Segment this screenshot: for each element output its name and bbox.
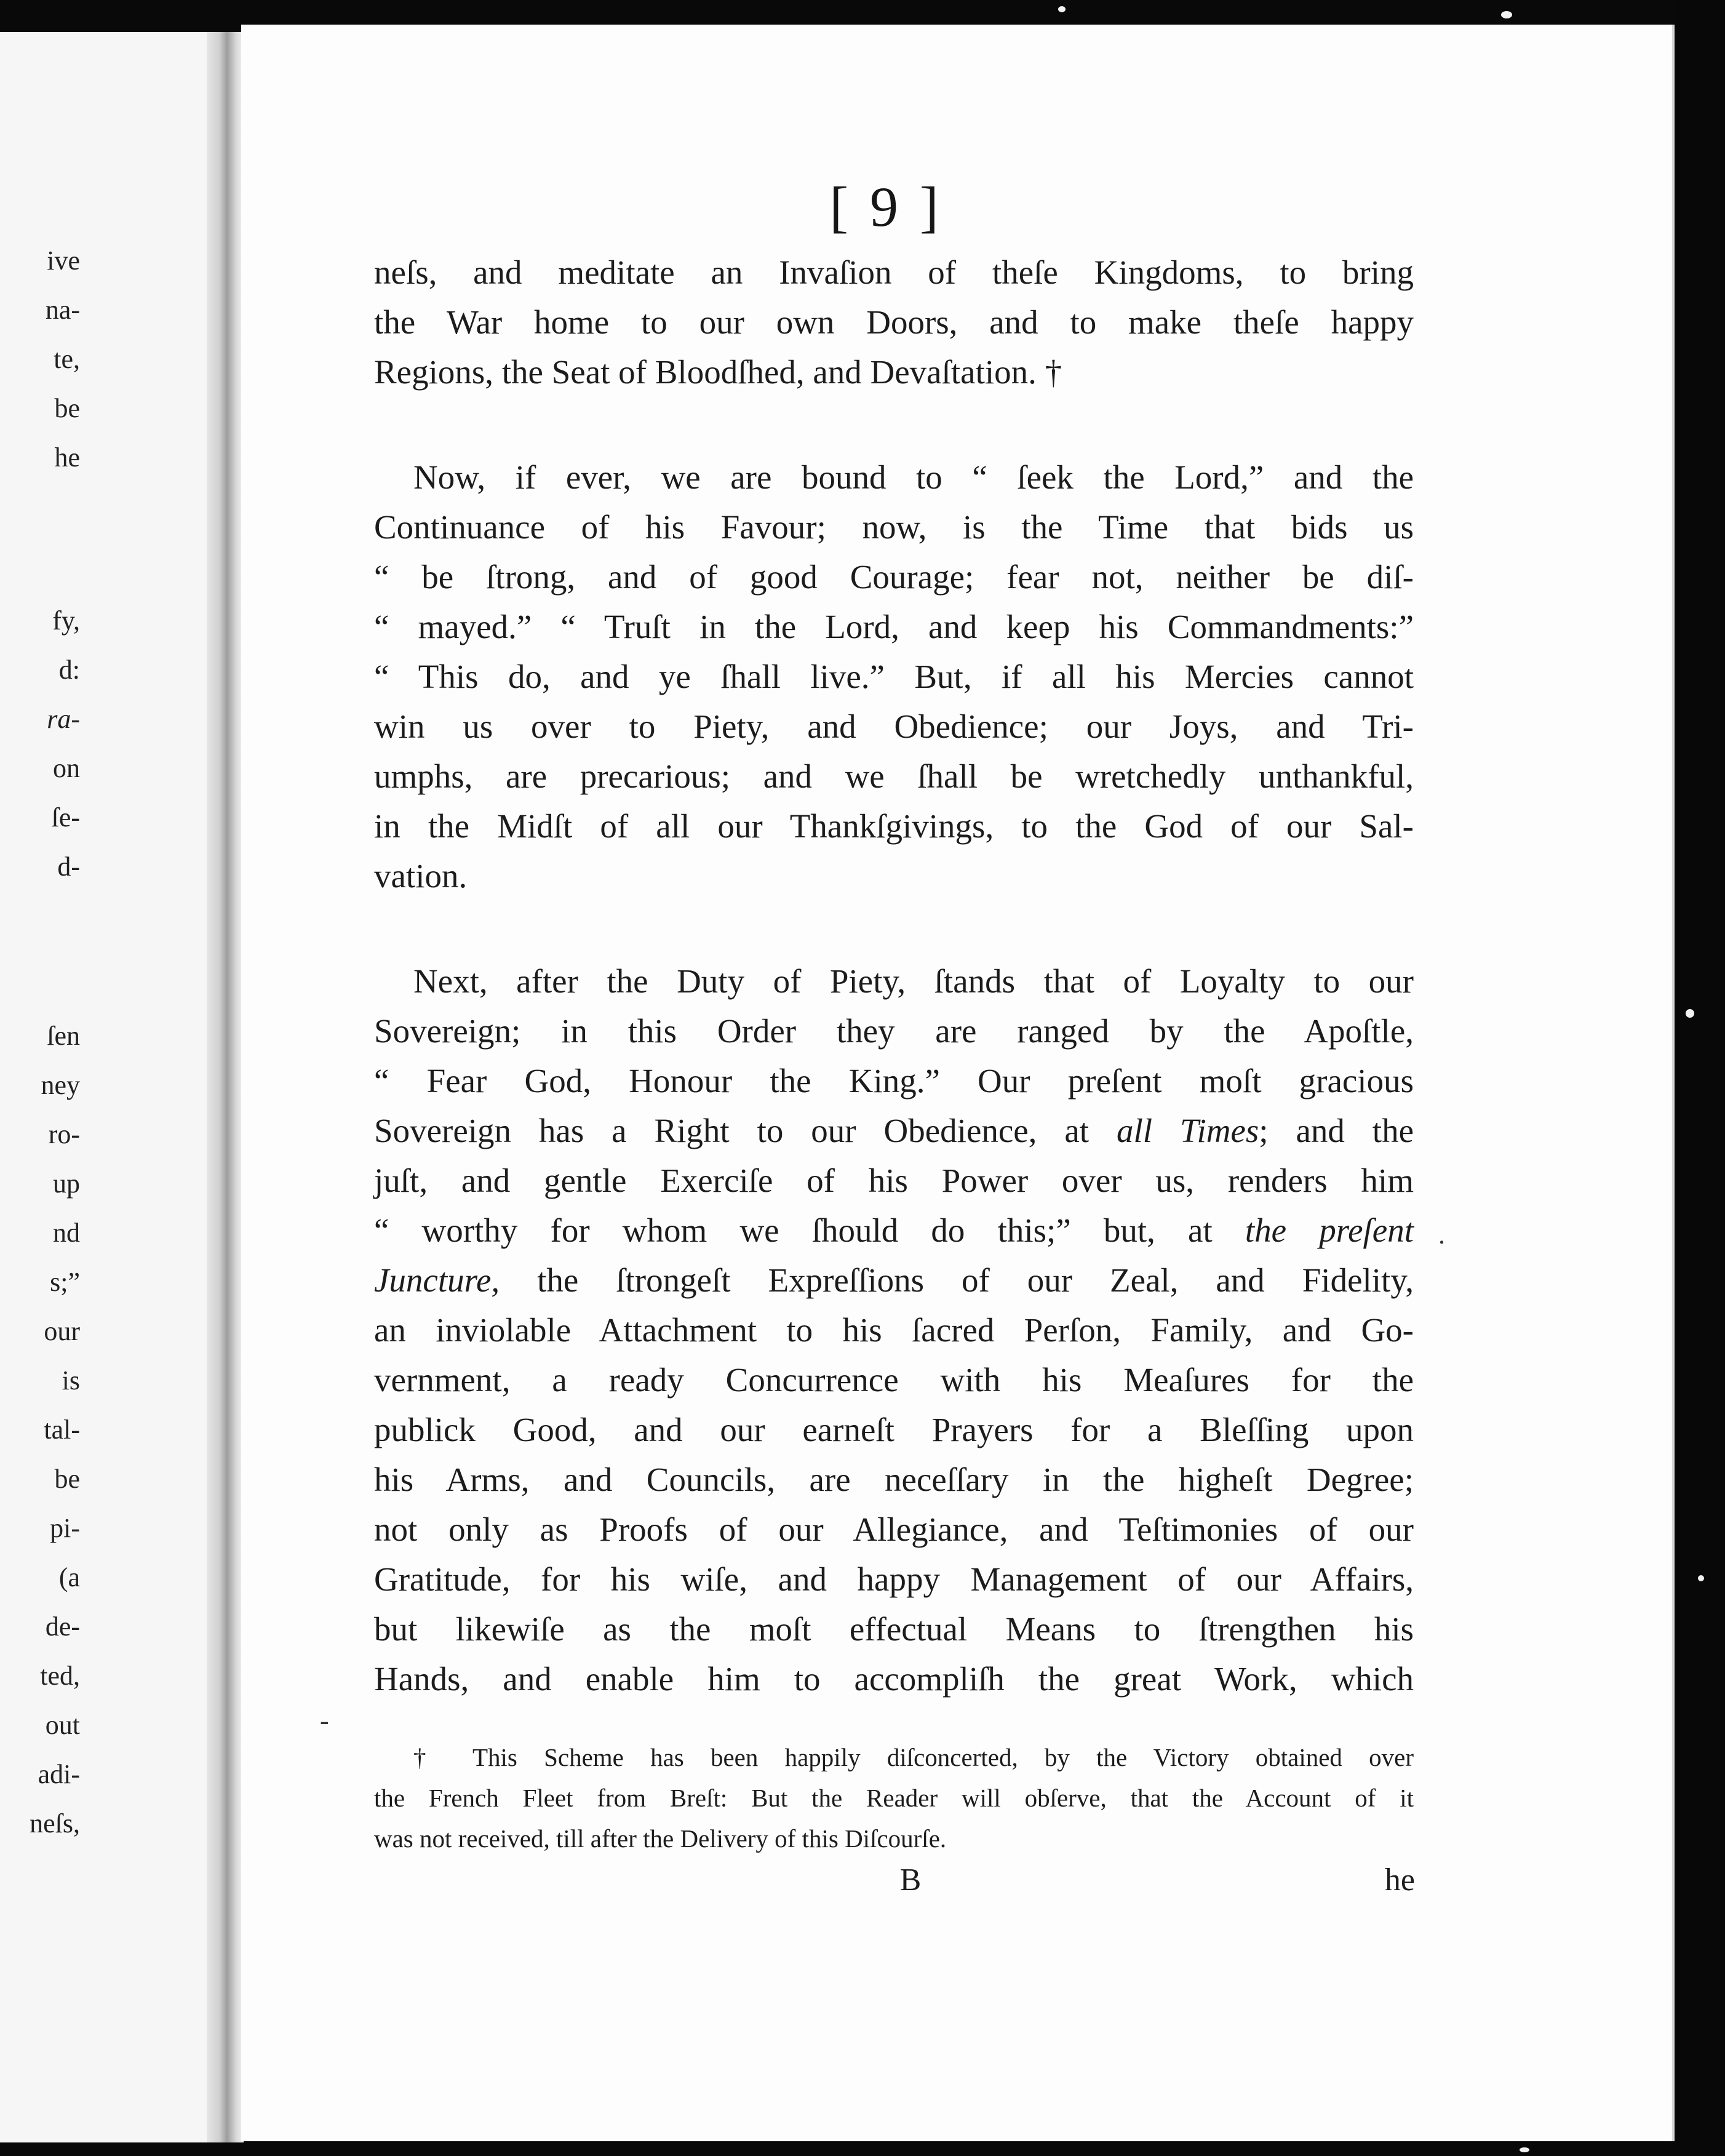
scan-speck xyxy=(1058,6,1066,12)
left-page-fragment: adi- xyxy=(38,1759,80,1789)
text-line: “ mayed.” “ Truſt in the Lord, and keep his Commandments:” xyxy=(374,608,1414,645)
left-page-fragment: neſs, xyxy=(30,1808,80,1839)
left-page-fragment: (a xyxy=(58,1562,80,1592)
text-run: “ worthy for whom we ſhould do this;” but, at xyxy=(374,1212,1213,1249)
italic-run: the preſent xyxy=(1245,1212,1414,1249)
left-page-fragment: ra- xyxy=(47,704,80,734)
left-page-fragment: na- xyxy=(45,295,80,325)
text-line: vernment, a ready Concurrence with his Meaſures for the xyxy=(374,1361,1414,1399)
left-page-fragment: nd xyxy=(53,1218,80,1248)
left-page-fragment: te, xyxy=(54,344,80,374)
text-line: win us over to Piety, and Obedience; our Joys, and Tri- xyxy=(374,708,1414,745)
text-run: the ſtrongeſt Expreſſions of our Zeal, and Fidelity, xyxy=(500,1261,1414,1299)
left-page-fragment: d: xyxy=(58,655,80,685)
text-line: umphs, are precarious; and we ſhall be wretchedly unthankful, xyxy=(374,757,1414,795)
footnote-line: † This Scheme has been happily diſconcerted, by the Victory obtained over xyxy=(413,1743,1414,1771)
left-page-fragment: he xyxy=(54,442,80,473)
text-line: Gratitude, for his wiſe, and happy Management of our Affairs, xyxy=(374,1560,1414,1598)
left-page-fragment: our xyxy=(44,1316,80,1346)
scan-speck xyxy=(1520,2147,1529,2152)
scan-speck xyxy=(1698,1575,1704,1581)
text-line: “ Fear God, Honour the King.” Our preſent moſt gracious xyxy=(374,1062,1414,1100)
left-page-fragment: fy, xyxy=(52,605,80,636)
left-page-fragment: ive xyxy=(47,246,80,276)
left-page-fragment: de- xyxy=(45,1611,80,1642)
text-line: Regions, the Seat of Bloodſhed, and Devaſtation. † xyxy=(374,353,1062,391)
text-line xyxy=(374,1114,1414,1148)
text-line: the War home to our own Doors, and to make theſe happy xyxy=(374,303,1414,341)
left-page-fragment: d- xyxy=(57,852,80,882)
footnote-line: was not received, till after the Delivery of this Diſcourſe. xyxy=(374,1824,947,1853)
left-page-fragment: be xyxy=(54,393,80,423)
text-line: vation. xyxy=(374,857,468,895)
left-page-fragment: ſe- xyxy=(51,802,80,832)
left-page-fragment: ney xyxy=(41,1070,80,1100)
text-line: in the Midſt of all our Thankſgivings, to the God of our Sal- xyxy=(374,807,1414,845)
book-gutter xyxy=(207,32,244,2142)
left-facing-page xyxy=(0,32,221,2142)
left-page-fragment: on xyxy=(53,753,80,783)
left-page-fragment: ro- xyxy=(48,1119,80,1149)
left-page-fragment: tal- xyxy=(44,1415,80,1445)
text-line: “ This do, and ye ſhall live.” But, if all his Mercies cannot xyxy=(374,658,1414,695)
scan-right-border xyxy=(1675,0,1725,2156)
text-line: Now, if ever, we are bound to “ ſeek the Lord,” and the xyxy=(413,458,1414,496)
left-page-fragment: pi- xyxy=(50,1513,80,1543)
text-line: but likewiſe as the moſt effectual Means to ſtrengthen his xyxy=(374,1610,1414,1648)
text-line: an inviolable Attachment to his ſacred Perſon, Family, and Go- xyxy=(374,1311,1414,1349)
text-run: Sovereign has a Right to our Obedience, at xyxy=(374,1112,1090,1149)
scan-bottom-border xyxy=(0,2141,1725,2156)
left-page-fragment: be xyxy=(54,1464,80,1494)
italic-run: all Times xyxy=(1116,1112,1259,1149)
left-page-fragment: ted, xyxy=(40,1661,80,1691)
catchword: he xyxy=(1384,1863,1415,1898)
text-line: his Arms, and Councils, are neceſſary in the higheſt Degree; xyxy=(374,1461,1414,1498)
text-line xyxy=(374,1263,1414,1297)
left-page-fragment: s;” xyxy=(50,1267,80,1297)
left-page-fragment: out xyxy=(45,1710,80,1740)
footnote-line: the French Fleet from Breſt: But the Reader will obſerve, that the Account of it xyxy=(374,1784,1414,1812)
text-line: Next, after the Duty of Piety, ſtands that of Loyalty to our xyxy=(413,962,1414,1000)
italic-run: Juncture, xyxy=(374,1261,500,1299)
stray-mark: - xyxy=(320,1706,329,1736)
left-page-fragment: ſen xyxy=(47,1021,80,1051)
text-line: Sovereign; in this Order they are ranged by the Apoſtle, xyxy=(374,1012,1414,1050)
text-line: neſs, and meditate an Invaſion of theſe Kingdoms, to bring xyxy=(374,254,1414,291)
text-run: ; and the xyxy=(1259,1112,1414,1149)
signature-mark: B xyxy=(899,1863,922,1898)
scan-speck xyxy=(1686,1009,1694,1018)
text-line: not only as Proofs of our Allegiance, and Teſtimonies of our xyxy=(374,1511,1414,1548)
page-number: [ 9 ] xyxy=(829,175,942,238)
left-page-fragment: up xyxy=(53,1168,80,1199)
text-line: publick Good, and our earneſt Prayers for a Bleſſing upon xyxy=(374,1411,1414,1448)
text-line: Continuance of his Favour; now, is the Time that bids us xyxy=(374,508,1414,546)
text-line: Hands, and enable him to accompliſh the great Work, which xyxy=(374,1660,1414,1698)
scan-speck xyxy=(1501,11,1512,18)
stray-mark: . xyxy=(1438,1220,1445,1250)
text-line: juſt, and gentle Exerciſe of his Power over us, renders him xyxy=(374,1162,1414,1199)
left-page-fragment: is xyxy=(62,1365,80,1395)
text-line xyxy=(374,1213,1414,1247)
text-line: “ be ſtrong, and of good Courage; fear not, neither be diſ- xyxy=(374,558,1414,596)
